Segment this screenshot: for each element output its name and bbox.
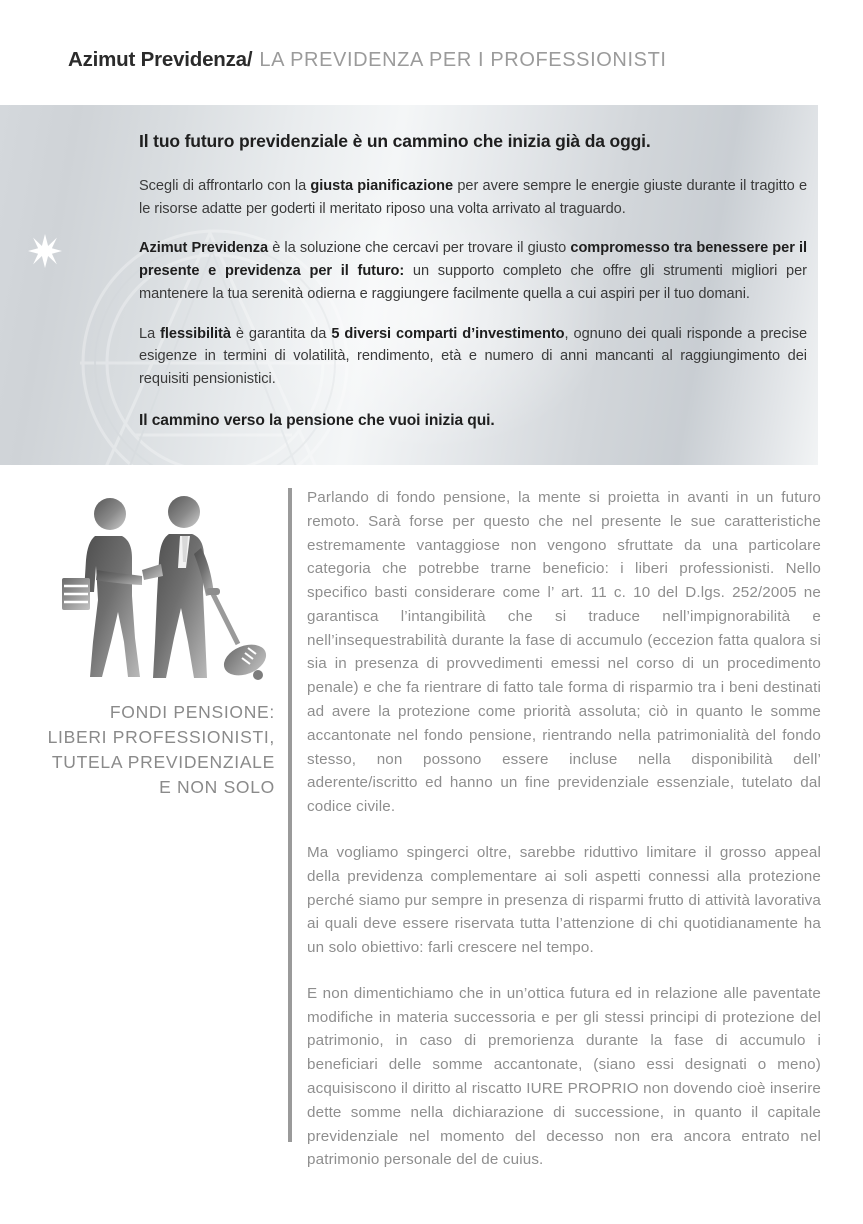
header-subtitle: LA PREVIDENZA PER I PROFESSIONISTI (259, 49, 667, 71)
article-paragraph-3: E non dimentichiamo che in un’ottica futura ed in relazione alle paventate modifiche in materia successoria e per gli stessi principi di protezione del patrimonio, in caso di premorienza durante la fase di accumulo i beneficiari delle somme accantonate, (siano essi designati o meno) acquisiscono il diritto al riscatto IURE PROPRIO non dovendo cioè inserire dette somme nella dichiarazione di successione, in quanto il capitale previdenziale nel momento del decesso non era ancora entrato nel patrimonio personale del de cuius. (307, 984, 821, 1169)
article-paragraph-1: Parlando di fondo pensione, la mente si proietta in avanti in un futuro remoto. Sarà forse per questo che nel presente le sue caratteristiche estremamente vantaggiose non vengono sfruttate da una particolare categoria che potrebbe trarne beneficio: i liberi professionisti. Nello specifico basti considerare come l’ art. 11 c. 10 del D.lgs. 252/2005 ne garantisca l’intangibilità che si traduce nell’impignorabilità e nell’insequestrabilità durante la fase di accumulo (eccezion fatta qualora si sia in presenza di provvedimenti emessi nel corso di un procedimento penale) e che fa rientrare di fatto tale forma di risparmio tra i beni destinati ad avere la protezione come priorità assoluta; ciò in quanto le somme accantonate nel fondo pensione, rientrando nella patrimonialità del fondo stesso, non possono essere incluse nella disponibilità dell’ aderente/iscritto ed hanno un fine previdenziale essenziale, tutelato dal codice civile. (307, 489, 821, 816)
eight-point-star-icon (28, 234, 62, 268)
hero-p1-text-a: Scegli di affrontarlo con la (139, 177, 311, 194)
illustration-caption (30, 700, 275, 800)
hero-panel (0, 105, 818, 465)
hero-paragraph-1 (139, 175, 807, 221)
caption-line-4: E NON SOLO (159, 777, 275, 798)
hero-p3-bold-a: flessibilità (160, 325, 231, 342)
brand-name: Azimut Previdenza/ (68, 48, 253, 71)
hero-title: Il tuo futuro previdenziale è un cammino che inizia già da oggi. (139, 131, 651, 151)
page-header (68, 48, 828, 86)
hero-p1-text-b: per avere sempre le energie giuste durante il tragitto e le risorse adatte per goderti il meritato riposo una volta arrivato al traguardo. (139, 177, 808, 217)
hero-p3-text-c: , ognuno dei quali risponde a precise esigenze in termini di volatilità, rendimento, età e numero di anni mancanti al raggiungimento dei requisiti pensionistici. (139, 325, 808, 388)
caption-line-3: TUTELA PREVIDENZIALE (51, 752, 275, 773)
hero-p3-text-a: La (139, 325, 161, 342)
hero-content (139, 130, 807, 430)
caption-line-1: FONDI PENSIONE: (109, 702, 275, 722)
hero-p3-bold-b: 5 diversi comparti d’investimento (331, 325, 565, 342)
hero-p3-text-b: è garantita da (230, 325, 332, 342)
caption-line-2: LIBERI PROFESSIONISTI, (47, 727, 275, 748)
hero-p2-text-a: è la soluzione che cercavi per trovare il giusto (268, 240, 571, 257)
hero-paragraph-2 (139, 237, 807, 305)
hero-paragraph-3 (139, 323, 807, 391)
hero-closing-statement: Il cammino verso la pensione che vuoi inizia qui. (139, 411, 495, 429)
hero-p2-text-b: un supporto completo che offre gli strumenti migliori per mantenere la tua serenità odierna e raggiungere facilmente quella a cui aspiri per il tuo domani. (139, 263, 807, 302)
vertical-divider (288, 488, 292, 1142)
hero-p2-bold-b: compromesso tra benessere per il presente e previdenza per il futuro: (139, 240, 808, 280)
article-paragraph-2: Ma vogliamo spingerci oltre, sarebbe riduttivo limitare il grosso appeal della previdenza complementare ai soli aspetti connessi alla protezione perché siamo pur sempre in presenza di risparmi frutto di attività lavorativa ai quali deve essere riservata tutta l’attenzione di chi quotidianamente ha un solo obiettivo: farli crescere nel tempo. (307, 843, 821, 957)
hero-p1-bold-a: giusta pianificazione (310, 177, 454, 194)
two-business-people-walking-with-luggage-icon (62, 492, 272, 692)
article-body (307, 486, 821, 1172)
hero-p2-bold-a: Azimut Previdenza (139, 240, 269, 257)
